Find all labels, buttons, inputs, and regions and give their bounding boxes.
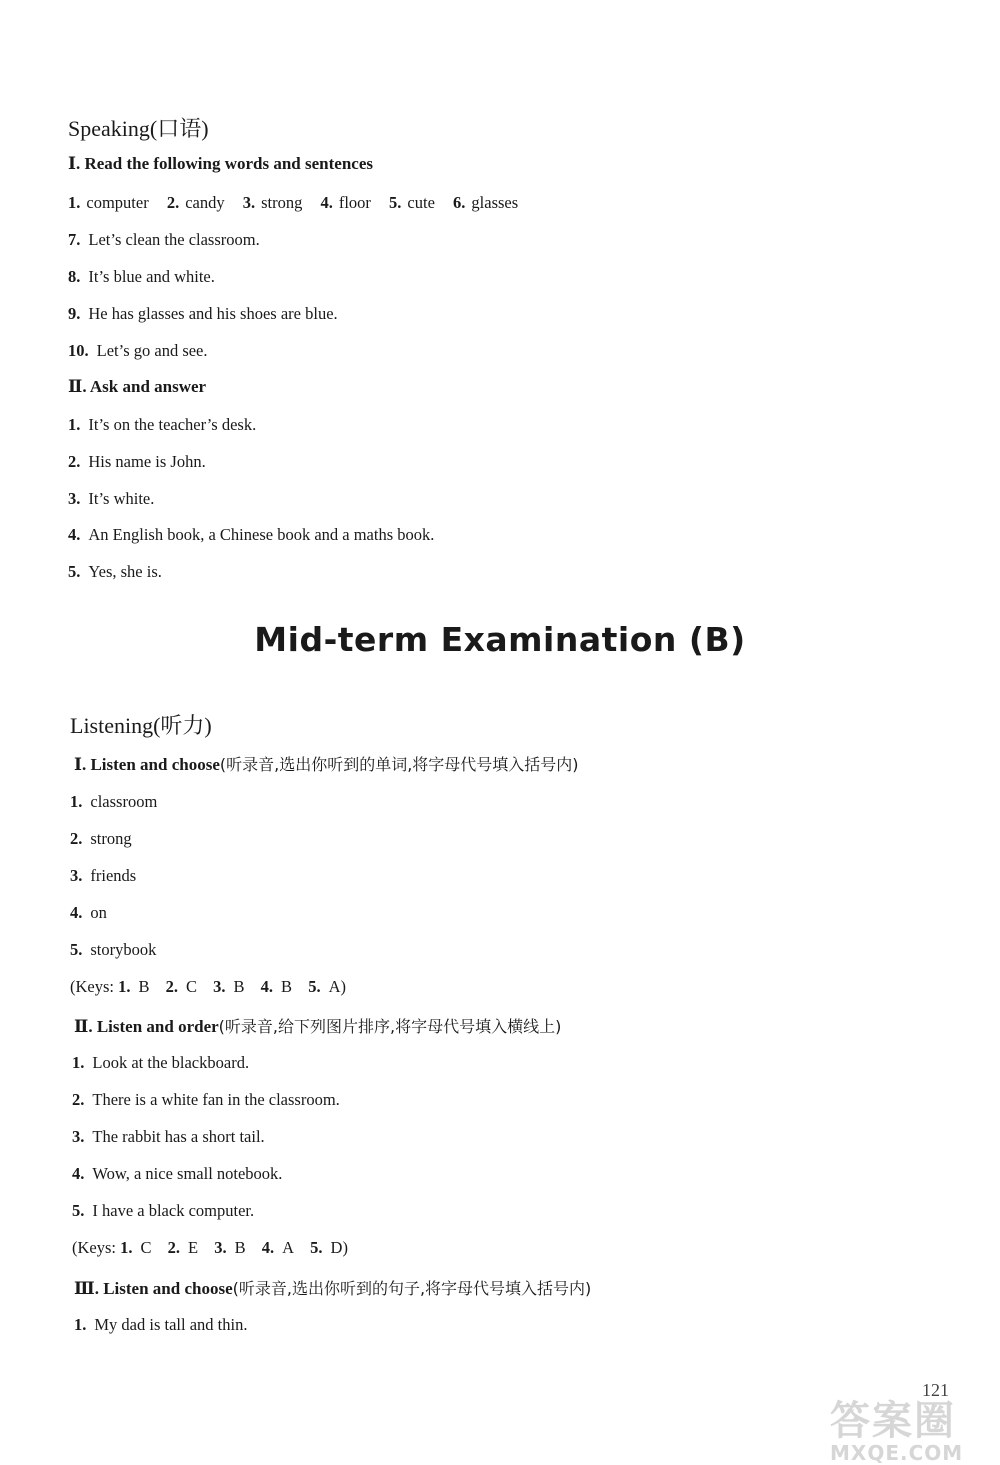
list-item: 4. Wow, a nice small notebook. xyxy=(72,1164,283,1183)
watermark-text: 答案圈 xyxy=(830,1398,956,1444)
list-item: 2. There is a white fan in the classroom. xyxy=(72,1090,340,1109)
watermark-domain: MXQE.COM xyxy=(830,1441,964,1465)
list-item: 8. It’s blue and white. xyxy=(68,267,215,286)
list-item: 3. The rabbit has a short tail. xyxy=(72,1127,265,1146)
list-item: 1. classroom xyxy=(70,792,158,811)
list-item: 9. He has glasses and his shoes are blue. xyxy=(68,304,338,323)
list-item: 4. floor xyxy=(320,193,371,212)
list-item: 7. Let’s clean the classroom. xyxy=(68,230,260,249)
listening-part3-heading: Ⅲ. Listen and choose(听录音,选出你听到的句子,将字母代号填入括号内) xyxy=(74,1279,592,1298)
list-item: 1. Look at the blackboard. xyxy=(72,1053,250,1072)
list-item: 2. strong xyxy=(70,829,132,848)
page-number: 121 xyxy=(922,1380,949,1400)
list-item: 6. glasses xyxy=(453,193,519,212)
list-item: 4. on xyxy=(70,903,107,922)
speaking-heading: Speaking(口语) xyxy=(68,116,209,141)
page-title: Mid-term Examination (B) xyxy=(254,620,746,659)
list-item: 2. candy xyxy=(166,193,225,212)
watermark-logo xyxy=(830,1398,990,1465)
list-item: 5. cute xyxy=(389,193,435,212)
answer-keys: (Keys: 1. C 2. E 3. B 4. A 5. D) xyxy=(72,1238,348,1257)
list-item: 3. strong xyxy=(242,193,303,212)
speaking-part2-heading: Ⅱ. Ask and answer xyxy=(68,377,207,396)
speaking-part1-heading: Ⅰ. Read the following words and sentences xyxy=(68,154,373,173)
listening-heading: Listening(听力) xyxy=(70,713,212,738)
list-item: 4. An English book, a Chinese book and a maths book. xyxy=(68,525,435,544)
answer-keys: (Keys: 1. B 2. C 3. B 4. B 5. A) xyxy=(70,977,346,996)
list-item: 3. It’s white. xyxy=(68,489,155,508)
list-item: 5. Yes, she is. xyxy=(68,562,162,581)
list-item: 5. storybook xyxy=(70,940,157,959)
list-item: 5. I have a black computer. xyxy=(72,1201,255,1220)
list-item: 1. It’s on the teacher’s desk. xyxy=(68,415,257,434)
speaking-word-list xyxy=(68,193,532,213)
list-item: 10. Let’s go and see. xyxy=(68,341,208,360)
list-item: 2. His name is John. xyxy=(68,452,206,471)
listening-part1-heading: Ⅰ. Listen and choose(听录音,选出你听到的单词,将字母代号填入括号内) xyxy=(74,755,579,774)
listening-part2-heading: Ⅱ. Listen and order(听录音,给下列图片排序,将字母代号填入横线上) xyxy=(74,1017,562,1036)
list-item: 3. friends xyxy=(70,866,137,885)
list-item: 1. My dad is tall and thin. xyxy=(74,1315,248,1334)
list-item: 1. computer xyxy=(68,193,149,212)
